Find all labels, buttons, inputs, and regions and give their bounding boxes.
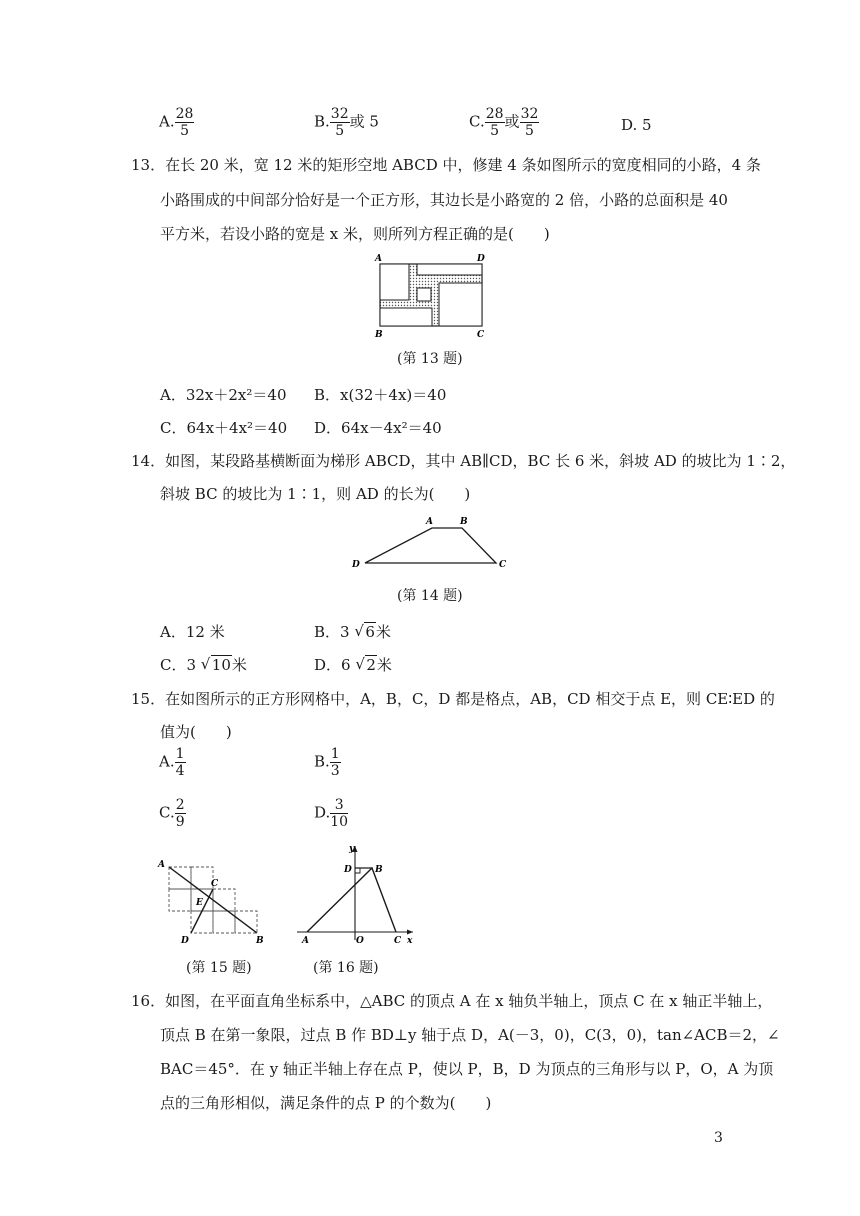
q15-label-d: D xyxy=(181,936,189,945)
sqrt-sign: √ 10 xyxy=(201,656,232,674)
q14-label-d: D xyxy=(352,560,360,570)
q15-label-a: A xyxy=(158,860,165,870)
q16-text-line3: BAC＝45°．在 y 轴正半轴上存在点 P，使以 P，B，D 为顶点的三角形与以 P，O，A 为顶 xyxy=(160,1060,774,1078)
q15-caption: (第 15 题) xyxy=(186,960,252,976)
q16-label-b: B xyxy=(375,865,383,875)
q14-label-b: B xyxy=(460,517,468,527)
q15-option-c: C. $\frac{2}{9}$ xyxy=(159,797,185,830)
q13-option-a: A．32x＋2x²＝40 xyxy=(160,386,287,404)
q15-option-d: D. $\frac{3}{10}$ xyxy=(314,797,349,830)
q16-caption: (第 16 题) xyxy=(313,960,379,976)
q14-option-c: C．3 √ 10米 xyxy=(160,654,247,675)
q13-text-line1: 13．在长 20 米，宽 12 米的矩形空地 ABCD 中，修建 4 条如图所示的宽度相同的小路，4 条 xyxy=(131,156,761,174)
q15-option-b: B. $\frac{1}{3}$ xyxy=(314,746,340,779)
q14-text-line2: 斜坡 BC 的坡比为 1∶1，则 AD 的长为( ) xyxy=(160,485,471,503)
q13-label-a: A xyxy=(375,254,382,264)
q16-figure xyxy=(295,840,420,945)
q16-label-o: O xyxy=(356,936,364,945)
q13-option-d: D．64x－4x²＝40 xyxy=(314,419,442,437)
q13-text-line3: 平方米，若设小路的宽是 x 米，则所列方程正确的是( ) xyxy=(160,225,550,243)
q13-text-line2: 小路围成的中间部分恰好是一个正方形，其边长是小路宽的 2 倍，小路的总面积是 40 xyxy=(160,191,728,209)
q15-text-line1: 15．在如图所示的正方形网格中，A，B，C，D 都是格点，AB，CD 相交于点 E，则 CE∶ED 的 xyxy=(131,690,775,708)
q16-label-d: D xyxy=(344,865,352,875)
q13-figure xyxy=(370,250,495,342)
q13-label-b: B xyxy=(375,330,383,340)
q15-label-c: C xyxy=(211,879,219,889)
q15-option-a: A. $\frac{1}{4}$ xyxy=(159,746,185,779)
q12-option-c: C. $\frac{28}{5}$ 或 $\frac{32}{5}$ xyxy=(469,106,539,139)
q13-label-d: D xyxy=(477,254,485,264)
q16-text-line2: 顶点 B 在第一象限，过点 B 作 BD⊥y 轴于点 D，A(－3，0)，C(3，0)，tan∠ACB＝2，∠ xyxy=(160,1026,780,1044)
sqrt-sign: √ 2 xyxy=(355,656,377,674)
q16-text-line1: 16．如图，在平面直角坐标系中，△ABC 的顶点 A 在 x 轴负半轴上，顶点 C 在 x 轴正半轴上， xyxy=(131,992,773,1010)
q16-label-a: A xyxy=(302,936,309,945)
q16-label-c: C xyxy=(394,936,402,945)
q13-option-b: B．x(32＋4x)＝40 xyxy=(314,386,447,404)
q14-option-d: D．6 √ 2米 xyxy=(314,654,392,675)
q15-text-line2: 值为( ) xyxy=(160,723,232,741)
q12-option-a: A. $\frac{28}{5}$ xyxy=(159,106,194,139)
q13-caption: (第 13 题) xyxy=(397,351,463,367)
q14-label-c: C xyxy=(499,560,507,570)
q13-option-c: C．64x＋4x²＝40 xyxy=(160,419,288,437)
q14-caption: (第 14 题) xyxy=(397,588,463,604)
q14-option-a: A．12 米 xyxy=(160,623,225,641)
q12-option-b: B. $\frac{32}{5}$ 或 5 xyxy=(314,106,379,139)
q16-text-line4: 点的三角形相似，满足条件的点 P 的个数为( ) xyxy=(160,1094,492,1112)
q14-label-a: A xyxy=(426,517,433,527)
q16-label-y: y xyxy=(349,844,355,854)
q14-text-line1: 14．如图，某段路基横断面为梯形 ABCD，其中 AB∥CD，BC 长 6 米，斜坡 AD 的坡比为 1∶2， xyxy=(131,452,796,470)
q14-option-b: B．3 √ 6米 xyxy=(314,621,391,642)
q12-option-d: D. 5 xyxy=(621,116,652,134)
sqrt-sign: √ 6 xyxy=(354,623,376,641)
q13-label-c: C xyxy=(477,330,485,340)
q16-label-x: x xyxy=(407,936,413,945)
page-number: 3 xyxy=(714,1130,723,1146)
q15-label-b: B xyxy=(256,936,264,945)
q14-figure xyxy=(345,512,515,572)
q15-label-e: E xyxy=(196,898,203,908)
q15-figure xyxy=(155,855,270,945)
